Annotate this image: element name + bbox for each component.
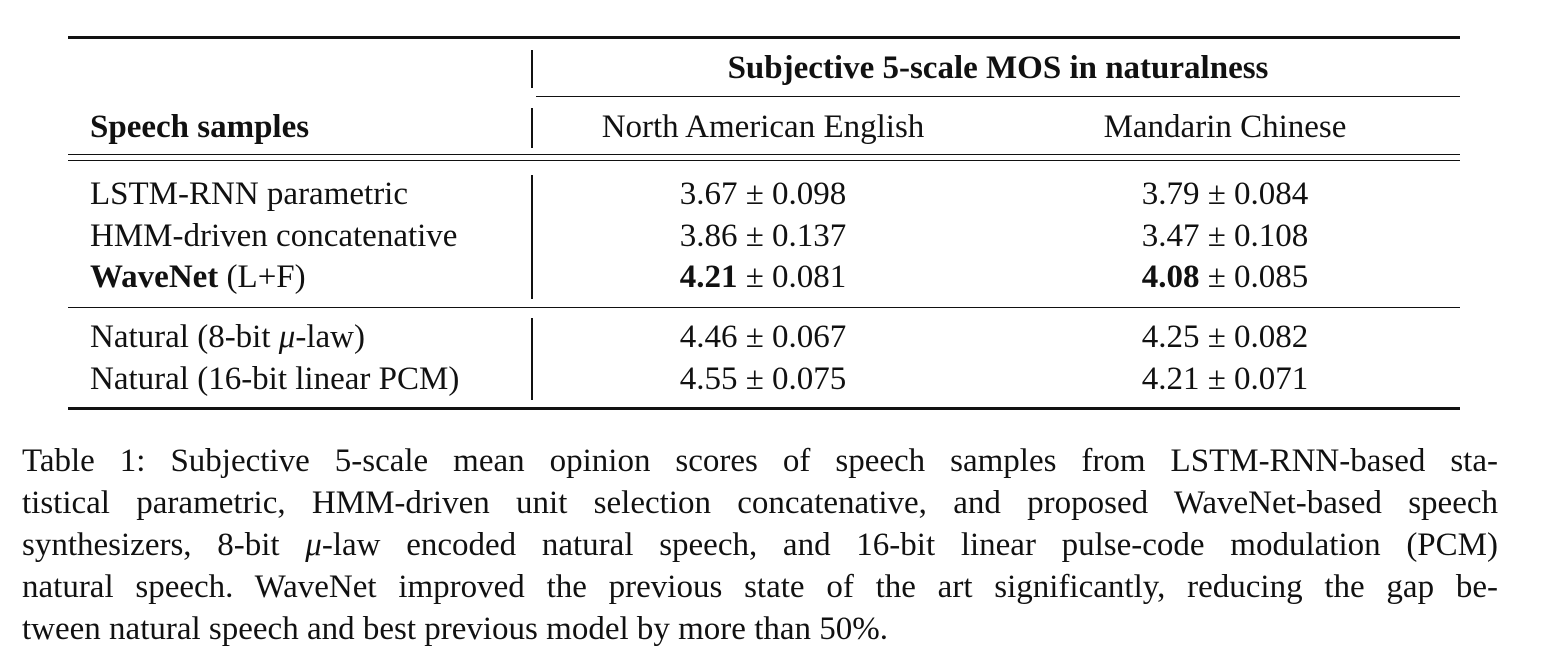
table-bottom-rule: [68, 407, 1460, 410]
table-cell-english: 4.21 ± 0.081: [679, 259, 847, 295]
table-cell-mandarin: 4.08 ± 0.085: [1141, 259, 1309, 295]
table-row-label: WaveNet (L+F): [90, 259, 306, 295]
row-header-label: Speech samples: [90, 109, 310, 145]
caption-line: tistical parametric, HMM-driven unit selection concatenative, and proposed WaveNet-based speech: [22, 485, 1498, 521]
table-row-label: LSTM-RNN parametric: [90, 176, 408, 212]
header-group-label: Subjective 5-scale MOS in naturalness: [727, 50, 1269, 86]
table-cell-english: 3.67 ± 0.098: [679, 176, 847, 212]
caption-line: tween natural speech and best previous model by more than 50%.: [22, 611, 888, 647]
table-cell-english: 4.46 ± 0.067: [679, 319, 847, 355]
table-top-rule: [68, 36, 1460, 39]
caption-line: Table 1: Subjective 5-scale mean opinion scores of speech samples from LSTM-RNN-based sta-: [22, 443, 1498, 479]
header-vertical-rule-1: [531, 50, 533, 88]
caption-line: natural speech. WaveNet improved the previous state of the art significantly, reducing the gap be-: [22, 569, 1498, 605]
table-cell-mandarin: 3.79 ± 0.084: [1141, 176, 1309, 212]
column-header-mandarin: Mandarin Chinese: [1103, 109, 1347, 145]
table-cell-english: 4.55 ± 0.075: [679, 361, 847, 397]
table-cell-mandarin: 4.21 ± 0.071: [1141, 361, 1309, 397]
table-row-label: Natural (16-bit linear PCM): [90, 361, 460, 397]
table-cell-english: 3.86 ± 0.137: [679, 218, 847, 254]
header-group-rule: [536, 96, 1460, 97]
table-cell-mandarin: 4.25 ± 0.082: [1141, 319, 1309, 355]
header-vertical-rule-2: [531, 108, 533, 148]
column-header-english: North American English: [601, 109, 925, 145]
table-cell-mandarin: 3.47 ± 0.108: [1141, 218, 1309, 254]
header-double-rule-upper: [68, 154, 1460, 155]
header-double-rule-lower: [68, 160, 1460, 161]
group1-vertical-rule: [531, 175, 533, 299]
table-caption: [22, 440, 1498, 650]
caption-line: synthesizers, 8-bit μ-law encoded natural speech, and 16-bit linear pulse-code modulation (PCM): [22, 527, 1498, 563]
group2-vertical-rule: [531, 318, 533, 400]
table-row-label: HMM-driven concatenative: [90, 218, 458, 254]
table-row-label: Natural (8-bit μ-law): [90, 319, 365, 355]
group-separator-rule: [68, 307, 1460, 308]
